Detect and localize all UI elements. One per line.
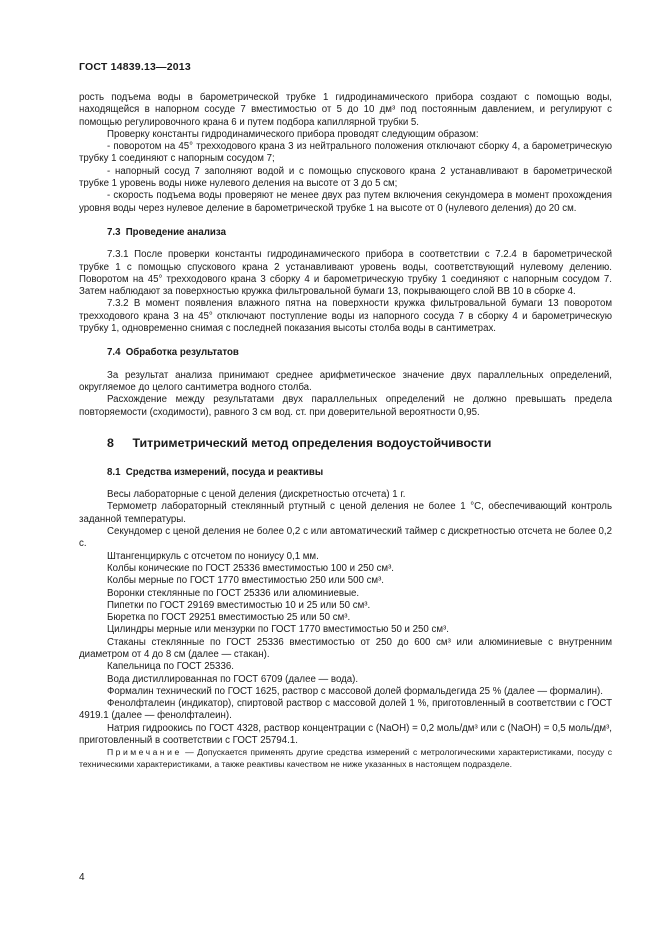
section-heading-7-3 — [107, 227, 612, 239]
list-item: Вода дистиллированная по ГОСТ 6709 (далее — вода). — [107, 673, 359, 685]
equipment-list — [79, 489, 612, 747]
list-item: Термометр лабораторный стеклянный ртутный с ценой деления не более 1 °С, обеспечивающий контроль заданной температуры. — [79, 501, 612, 525]
section-heading-7-4 — [107, 347, 612, 359]
list-item: Цилиндры мерные или мензурки по ГОСТ 1770 вместимостью 50 и 250 см³. — [107, 624, 449, 636]
list-item: - поворотом на 45° трехходового крана 3 из нейтрального положения отключают сборку 4, а барометрическую трубку 1 соединяют с напорным сосудом 7; — [79, 141, 612, 165]
paragraph: Расхождение между результатами двух параллельных определений не должно превышать предела повторяемости (сходимости), равного 3 см вод. ст. при доверительной вероятности 0,95. — [79, 394, 612, 418]
section-title: Проведение анализа — [125, 226, 226, 238]
list-item: Формалин технический по ГОСТ 1625, раствор с массовой долей формальдегида 25 % (далее — формалин). — [107, 685, 603, 697]
paragraph: За результат анализа принимают среднее арифметическое значение двух параллельных определений, округляемое до целого сантиметра водного столба. — [79, 369, 612, 393]
section-number: 7.3 — [107, 226, 121, 238]
list-item: Штангенциркуль с отсчетом по нониусу 0,1 мм. — [107, 550, 319, 562]
page-number: 4 — [79, 872, 85, 883]
note-label: Примечание — [107, 747, 182, 758]
document-body — [79, 92, 612, 770]
list-item: Пипетки по ГОСТ 29169 вместимостью 10 и 25 или 50 см³. — [107, 599, 371, 611]
list-item: Натрия гидроокись по ГОСТ 4328, раствор концентрации с (NaOH) = 0,2 моль/дм³ или с (NaOH) = 0,5 моль/дм³, приготовленный в соответствии с ГОСТ 25794.1. — [79, 722, 612, 747]
list-item: Стаканы стеклянные по ГОСТ 25336 вместимостью от 250 до 600 см³ или алюминиевые с внутренним диаметром от 4 до 8 см (далее — стакан). — [79, 636, 612, 660]
list-item: Фенолфталеин (индикатор), спиртовой раствор с массовой долей 1 %, приготовленный в соответствии с ГОСТ 4919.1 (далее — фенолфталеин). — [79, 698, 612, 722]
section-title: Средства измерений, посуда и реактивы — [125, 466, 324, 478]
list-item: Воронки стеклянные по ГОСТ 25336 или алюминиевые. — [107, 587, 360, 599]
list-item: Колбы конические по ГОСТ 25336 вместимостью 100 и 250 см³. — [107, 562, 394, 574]
list-item: - напорный сосуд 7 заполняют водой и с помощью спускового крана 2 устанавливают в барометрической трубке 1 уровень воды ниже нулевого деления на высоте от 3 до 5 см; — [79, 165, 612, 190]
section-number: 7.4 — [107, 347, 121, 359]
note — [79, 747, 612, 770]
section-heading-8 — [107, 436, 612, 451]
list-item: Колбы мерные по ГОСТ 1770 вместимостью 250 или 500 см³. — [107, 575, 384, 587]
paragraph: Проверку константы гидродинамического прибора проводят следующим образом: — [107, 128, 479, 140]
section-number: 8.1 — [107, 466, 121, 478]
document-header: ГОСТ 14839.13—2013 — [79, 61, 191, 73]
list-item: Секундомер с ценой деления не более 0,2 с или автоматический таймер с дискретностью отсчета не более 0,2 с. — [79, 526, 612, 550]
section-number: 8 — [107, 435, 114, 450]
paragraph: 7.3.1 После проверки константы гидродинамического прибора в соответствии с 7.2.4 в барометрической трубке 1 с помощью спускового крана 2 устанавливают уровень воды, соответствующий нулевому делению. Поворотом на 45° трехходового крана 3 сборку 4 и барометрическую трубку 1 соединяют с напорным сосудом 7. Затем наблюдают за поверхностью кружка фильтровальной бумаги 13, покрывающего слой ВВ 10 в сборке 4. — [79, 249, 612, 298]
list-item: Весы лабораторные с ценой деления (дискретностью отсчета) 1 г. — [107, 489, 406, 501]
paragraph: 7.3.2 В момент появления влажного пятна на поверхности кружка фильтровальной бумаги 13 поворотом трехходового крана 3 на 45° отключают поступление воды из напорного сосуда 7 в сборку 4 и барометрическую трубку 1, одновременно снимая с последней показания высоты столба воды в сантиметрах. — [79, 298, 612, 335]
section-title: Титриметрический метод определения водоустойчивости — [132, 435, 492, 450]
section-heading-8-1 — [107, 467, 612, 479]
note-text: — Допускается применять другие средства измерений с метрологическими характеристиками, посуду с техническими характеристиками, а также реактивы качеством не ниже указанных в настоящем подразделе. — [79, 747, 612, 769]
list-item: - скорость подъема воды проверяют не менее двух раз путем включения секундомера в момент прохождения уровня воды через нулевое деление в барометрической трубке 1 на высоте от 0 (нулевого деления) до 20 см. — [79, 190, 612, 214]
list-item: Бюретка по ГОСТ 29251 вместимостью 25 или 50 см³. — [107, 612, 351, 624]
section-title: Обработка результатов — [125, 347, 239, 359]
paragraph: рость подъема воды в барометрической трубке 1 гидродинамического прибора создают с помощью воды, находящейся в напорном сосуде 7 вместимостью от 5 до 10 дм³ под постоянным давлением, и регулируют с помощью регулировочного крана 6 и путем подбора капиллярной трубки 5. — [79, 92, 612, 128]
list-item: Капельница по ГОСТ 25336. — [107, 661, 234, 673]
